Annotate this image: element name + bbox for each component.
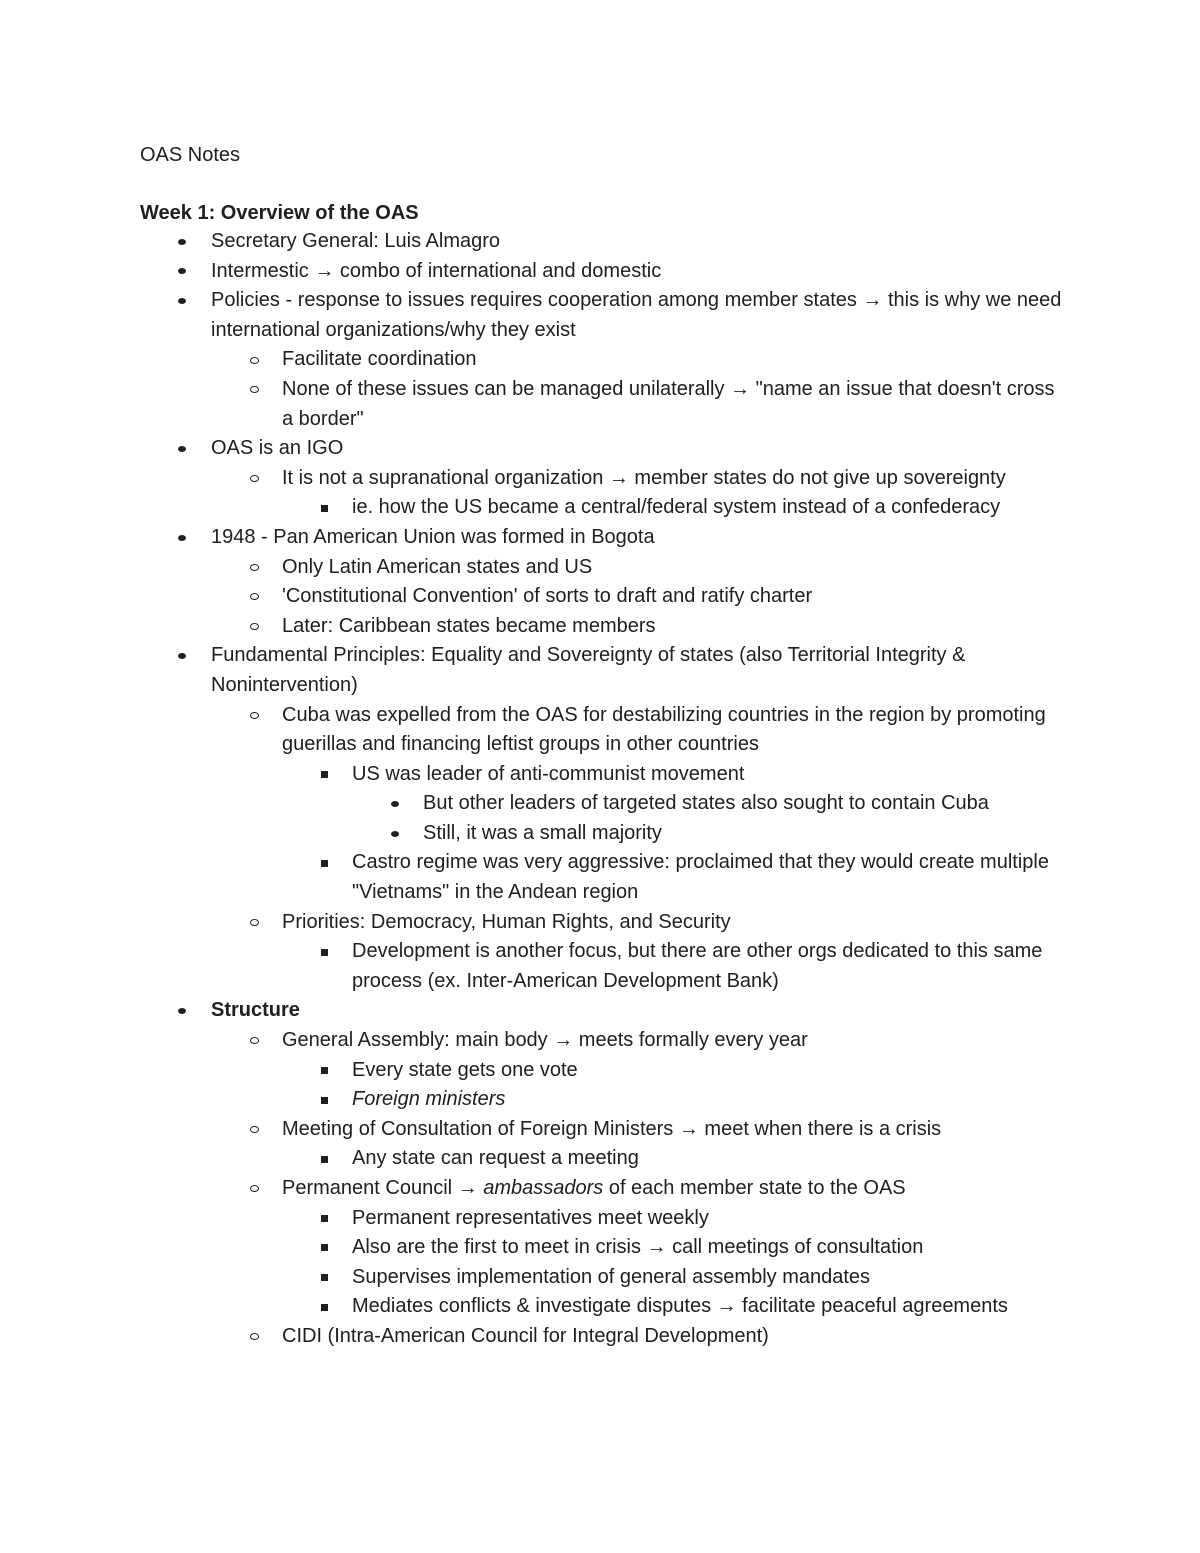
list-item: Castro regime was very aggressive: proclaimed that they would create multiple "Vietnams" in the Andean region — [0, 848, 1200, 907]
list-item: Cuba was expelled from the OAS for destabilizing countries in the region by promoting guerillas and financing leftist groups in other countries — [0, 701, 1200, 760]
bullet-circle-icon — [247, 701, 261, 731]
list-item: 1948 - Pan American Union was formed in Bogota — [0, 523, 1200, 553]
bullet-dot-icon — [388, 819, 402, 849]
bullet-square-icon — [317, 760, 331, 790]
bullet-circle-icon — [247, 345, 261, 375]
list-item: Every state gets one vote — [0, 1056, 1200, 1086]
list-item: OAS is an IGO — [0, 434, 1200, 464]
bullet-circle-icon — [247, 908, 261, 938]
bullet-square-icon — [317, 937, 331, 967]
bullet-dot-icon — [388, 789, 402, 819]
list-item: Later: Caribbean states became members — [0, 612, 1200, 642]
list-item: Meeting of Consultation of Foreign Ministers → meet when there is a crisis — [0, 1115, 1200, 1145]
list-item: Any state can request a meeting — [0, 1144, 1200, 1174]
bullet-square-icon — [317, 1056, 331, 1086]
list-item: ie. how the US became a central/federal system instead of a confederacy — [0, 493, 1200, 523]
list-item: General Assembly: main body → meets formally every year — [0, 1026, 1200, 1056]
bullet-circle-icon — [247, 553, 261, 583]
bullet-square-icon — [317, 493, 331, 523]
bullet-circle-icon — [247, 375, 261, 405]
bullet-square-icon — [317, 848, 331, 878]
list-item: CIDI (Intra-American Council for Integral Development) — [0, 1322, 1200, 1352]
bullet-circle-icon — [247, 612, 261, 642]
list-item: Permanent representatives meet weekly — [0, 1204, 1200, 1234]
list-item: Also are the first to meet in crisis → call meetings of consultation — [0, 1233, 1200, 1263]
list-item: Still, it was a small majority — [0, 819, 1200, 849]
list-item: Intermestic → combo of international and domestic — [0, 257, 1200, 287]
list-item: Priorities: Democracy, Human Rights, and Security — [0, 908, 1200, 938]
bullet-square-icon — [317, 1292, 331, 1322]
bullet-square-icon — [317, 1263, 331, 1293]
list-item: Mediates conflicts & investigate disputes → facilitate peaceful agreements — [0, 1292, 1200, 1322]
list-item: US was leader of anti-communist movement — [0, 760, 1200, 790]
bullet-circle-icon — [247, 582, 261, 612]
list-item: Fundamental Principles: Equality and Sovereignty of states (also Territorial Integrity & Nonintervention) — [0, 641, 1200, 700]
bullet-circle-icon — [247, 464, 261, 494]
structure-heading: Structure — [211, 999, 300, 1022]
bullet-circle-icon — [247, 1026, 261, 1056]
list-item: Secretary General: Luis Almagro — [0, 227, 1200, 257]
list-item: But other leaders of targeted states also sought to contain Cuba — [0, 789, 1200, 819]
document-title: OAS Notes — [140, 144, 241, 166]
bullet-dot-icon — [175, 641, 189, 671]
list-item: Only Latin American states and US — [0, 553, 1200, 583]
list-item: 'Constitutional Convention' of sorts to draft and ratify charter — [0, 582, 1200, 612]
list-item: Foreign ministers — [0, 1085, 1200, 1115]
notes-list — [0, 227, 1200, 1352]
bullet-dot-icon — [175, 523, 189, 553]
bullet-circle-icon — [247, 1322, 261, 1352]
bullet-dot-icon — [175, 227, 189, 257]
list-item: None of these issues can be managed unilaterally → "name an issue that doesn't cross a border" — [0, 375, 1200, 434]
bullet-dot-icon — [175, 257, 189, 287]
bullet-circle-icon — [247, 1115, 261, 1145]
bullet-circle-icon — [247, 1174, 261, 1204]
bullet-square-icon — [317, 1085, 331, 1115]
bullet-square-icon — [317, 1144, 331, 1174]
bullet-dot-icon — [175, 434, 189, 464]
list-item: Development is another focus, but there are other orgs dedicated to this same process (ex. Inter-American Development Bank) — [0, 937, 1200, 996]
list-item — [0, 996, 1200, 1026]
list-item: Permanent Council → ambassadors of each member state to the OAS — [0, 1174, 1200, 1204]
week-heading: Week 1: Overview of the OAS — [140, 202, 419, 224]
list-item: Policies - response to issues requires cooperation among member states → this is why we need international organizations/why they exist — [0, 286, 1200, 345]
bullet-square-icon — [317, 1233, 331, 1263]
list-item: Supervises implementation of general assembly mandates — [0, 1263, 1200, 1293]
bullet-dot-icon — [175, 996, 189, 1026]
bullet-dot-icon — [175, 286, 189, 316]
list-item: It is not a supranational organization → member states do not give up sovereignty — [0, 464, 1200, 494]
bullet-square-icon — [317, 1204, 331, 1234]
list-item: Facilitate coordination — [0, 345, 1200, 375]
